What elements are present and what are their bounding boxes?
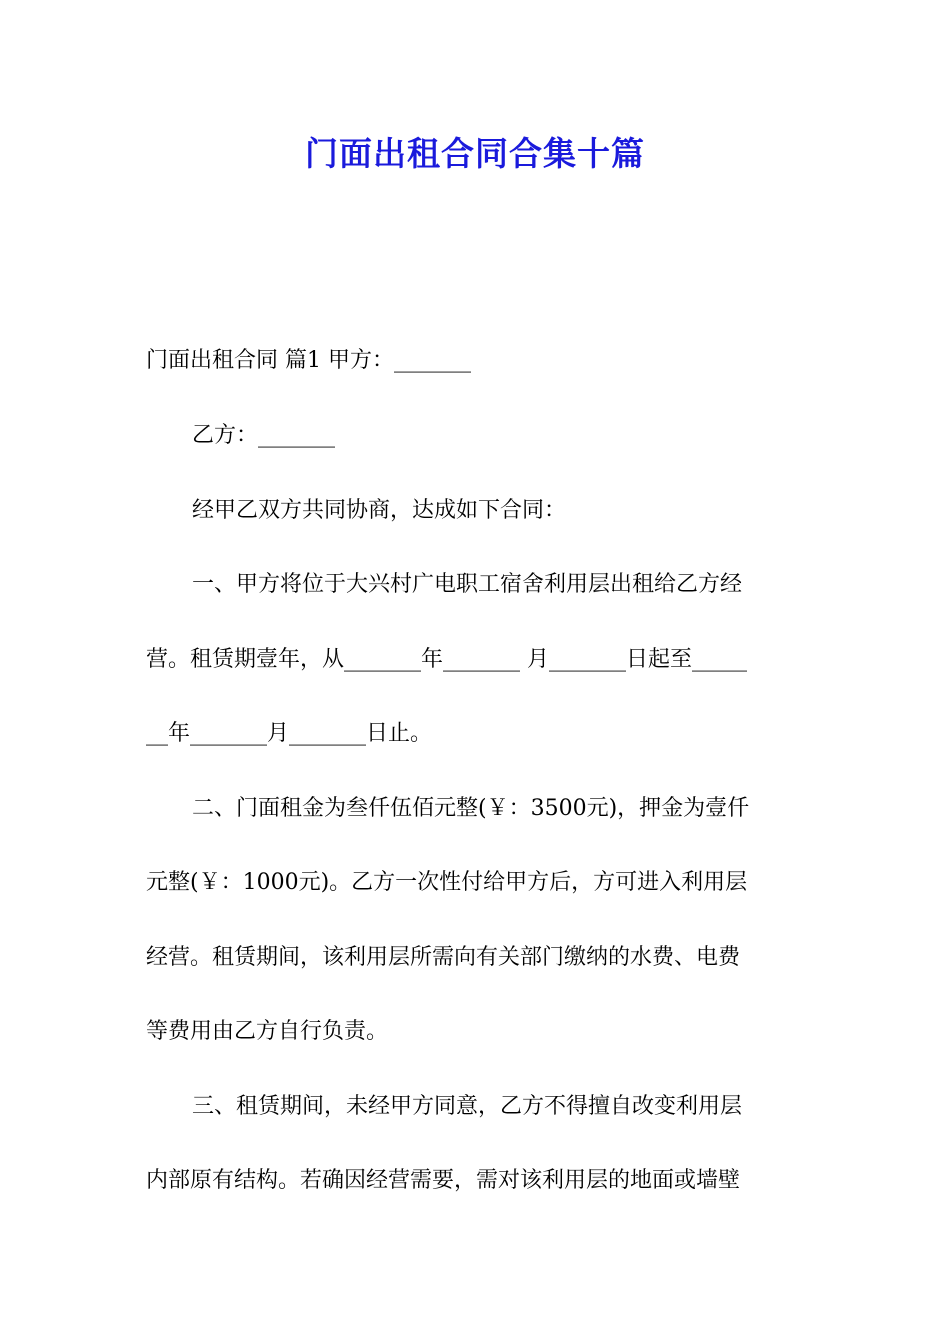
clause-2-line-3: 经营。租赁期间，该利用层所需向有关部门缴纳的水费、电费 (146, 945, 741, 970)
party-b-line: 乙方：_______ (192, 423, 336, 448)
clause-3-line-2: 内部原有结构。若确因经营需要，需对该利用层的地面或墙壁 (146, 1168, 741, 1193)
clause-2-line-2: 元整(￥：1000元)。乙方一次性付给甲方后，方可进入利用层 (146, 870, 748, 895)
agreement-intro: 经甲乙双方共同协商，达成如下合同： (192, 498, 567, 523)
clause-1-line-3: __年_______月_______日止。 (146, 721, 433, 746)
contract-heading-line: 门面出租合同 篇1 甲方：_______ (146, 348, 471, 373)
clause-2-line-4: 等费用由乙方自行负责。 (146, 1019, 389, 1044)
clause-3-line-1: 三、租赁期间，未经甲方同意，乙方不得擅自改变利用层 (192, 1094, 743, 1119)
document-title: 门面出租合同合集十篇 (305, 134, 645, 173)
clause-2-line-1: 二、门面租金为叁仟伍佰元整(￥：3500元)，押金为壹仟 (192, 796, 750, 821)
clause-1-line-1: 一、甲方将位于大兴村广电职工宿舍利用层出租给乙方经 (192, 572, 743, 597)
clause-1-line-2: 营。租赁期壹年，从_______年_______ 月_______日起至_____ (146, 647, 747, 672)
